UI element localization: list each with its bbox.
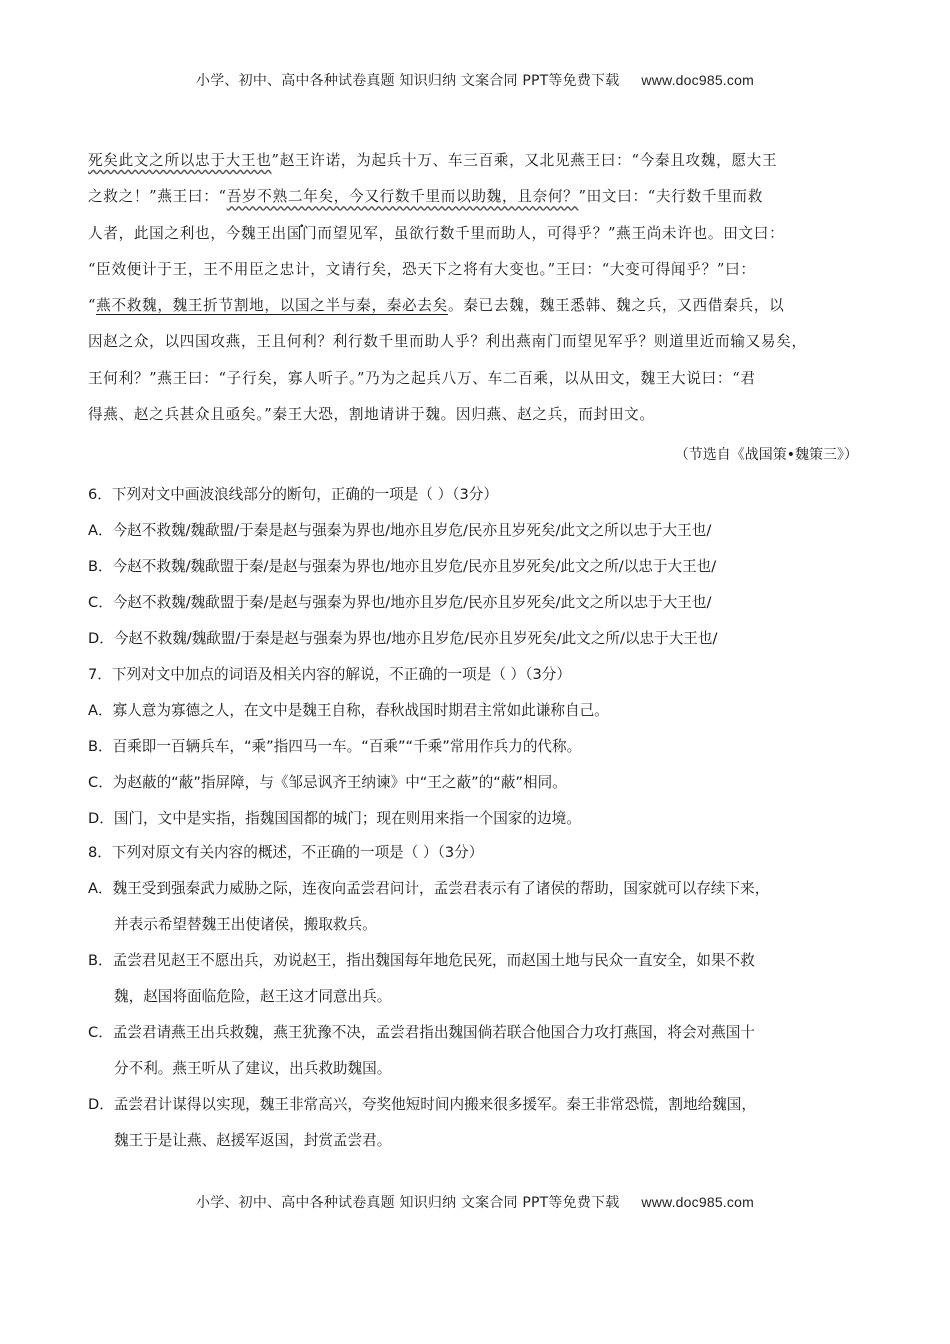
passage-line-1: 死矣此文之所以忠于大王也”赵王许诺，为起兵十万、车三百乘，又北见燕王曰：“今秦且攻魏，愿大王 [88, 152, 778, 169]
question-8-option-b: B．孟尝君见赵王不愿出兵，劝说赵王，指出魏国每年地危民死，而赵国土地与民众一直安全，如果不救 [88, 952, 755, 969]
question-6-option-c: C．今赵不救魏/魏歃盟于秦/是赵与强秦为界也/地亦且岁危/民亦且岁死矣/此文之所以忠于大王也/ [88, 594, 712, 611]
question-8-option-d: D．孟尝君计谋得以实现，魏王非常高兴，夸奖他短时间内搬来很多援军。秦王非常恐慌，割地给魏国， [88, 1096, 756, 1113]
question-8-option-d-cont: 魏王于是让燕、赵援军返国，封赏孟尝君。 [114, 1132, 392, 1149]
question-8-option-b-cont: 魏，赵国将面临危险，赵王这才同意出兵。 [114, 988, 392, 1005]
dotted-word-guomen: 国门 [286, 224, 318, 242]
question-7-option-d: D．国门，文中是实指，指魏国国都的城门；现在则用来指一个国家的边境。 [88, 810, 581, 827]
classical-passage [88, 143, 862, 433]
passage-line-5: “燕不救魏，魏王折节割地，以国之半与秦，秦必去矣。秦已去魏，魏王悉韩、魏之兵，又西借秦兵，以 [88, 297, 785, 315]
wavy-underlined-text-2: 吾岁不熟二年矣，今又行数千里而以助魏，且奈何？ [226, 188, 579, 206]
passage-line-6: 因赵之众，以四国攻燕，王且何利？利行数千里而助人乎？利出燕南门而望见军乎？则道里近而输又易矣， [88, 333, 807, 351]
passage-line-3: 人者，此国之利也，今魏王出国门而望见军，虽欲行数千里而助人，可得乎？”燕王尚未许也。田文曰： [88, 224, 785, 242]
question-7-stem: 7．下列对文中加点的词语及相关内容的解说，不正确的一项是（ ）（3分） [88, 666, 571, 683]
page-footer [0, 1192, 950, 1212]
question-8-option-a: A．魏王受到强秦武力威胁之际，连夜向孟尝君问计，孟尝君表示有了诸侯的帮助，国家就可以存续下来， [88, 880, 770, 897]
passage-line-7: 王何利？”燕王曰：“子行矣，寡人听子。”乃为之起兵八万、车二百乘，以从田文，魏王大说曰：“君 [88, 369, 756, 387]
question-7-option-a: A．寡人意为寡德之人，在文中是魏王自称，春秋战国时期君主常如此谦称自己。 [88, 702, 609, 719]
page-header [0, 70, 950, 90]
question-7-option-b: B．百乘即一百辆兵车，“乘”指四马一车。“百乘”“千乘”常用作兵力的代称。 [88, 738, 582, 755]
question-6-option-a: A．今赵不救魏/魏歃盟/于秦是赵与强秦为界也/地亦且岁危/民亦且岁死矣/此文之所以忠于大王也/ [88, 522, 712, 539]
wavy-underlined-text: 死矣此文之所以忠于大王也 [88, 152, 272, 169]
question-8-option-c-cont: 分不利。燕王听从了建议，出兵救助魏国。 [114, 1060, 392, 1077]
footer-site: www.doc985.com [641, 1194, 754, 1210]
question-6-option-b: B．今赵不救魏/魏歃盟于秦/是赵与强秦为界也/地亦且岁危/民亦且岁死矣/此文之所/以忠于大王也/ [88, 558, 717, 575]
passage-line-2: 之救之！”燕王曰：“吾岁不熟二年矣，今又行数千里而以助魏，且奈何？”田文曰：“夫行数千里而救 [88, 188, 764, 206]
question-6 [88, 477, 868, 657]
question-8-option-c: C．孟尝君请燕王出兵救魏，燕王犹豫不决，孟尝君指出魏国倘若联合他国合力攻打燕国，将会对燕国十 [88, 1024, 755, 1041]
question-8-option-a-cont: 并表示希望替魏王出使诸侯，搬取救兵。 [114, 916, 377, 933]
header-site: www.doc985.com [641, 72, 754, 88]
passage-line-8: 得燕、赵之兵甚众且亟矣。”秦王大恐，割地请讲于魏。因归燕、赵之兵，而封田文。 [88, 406, 655, 424]
question-8-stem: 8．下列对原文有关内容的概述，不正确的一项是（ ）（3分） [88, 844, 484, 861]
question-6-option-d: D．今赵不救魏/魏歃盟/于秦是赵与强秦为界也/地亦且岁危/民亦且岁死矣/此文之所/以忠于大王也/ [88, 630, 718, 647]
question-7 [88, 657, 868, 837]
underlined-sentence: 燕不救魏，魏王折节割地，以国之半与秦，秦必去矣 [96, 297, 448, 315]
header-text: 小学、初中、高中各种试卷真题 知识归纳 文案合同 PPT等免费下载 [196, 73, 620, 89]
question-7-option-c: C．为赵蔽的“蔽”指屏障，与《邹忌讽齐王纳谏》中“王之蔽”的“蔽”相同。 [88, 774, 567, 791]
question-8 [88, 835, 868, 1159]
question-6-stem: 6．下列对文中画波浪线部分的断句，正确的一项是（ ）（3分） [88, 486, 498, 503]
passage-source: （节选自《战国策•魏策三》） [674, 447, 858, 463]
footer-text: 小学、初中、高中各种试卷真题 知识归纳 文案合同 PPT等免费下载 [196, 1195, 620, 1211]
passage-line-4: “臣效便计于王，王不用臣之忠计，文请行矣，恐天下之将有大变也。”王曰：“大变可得闻乎？”曰： [88, 260, 756, 278]
